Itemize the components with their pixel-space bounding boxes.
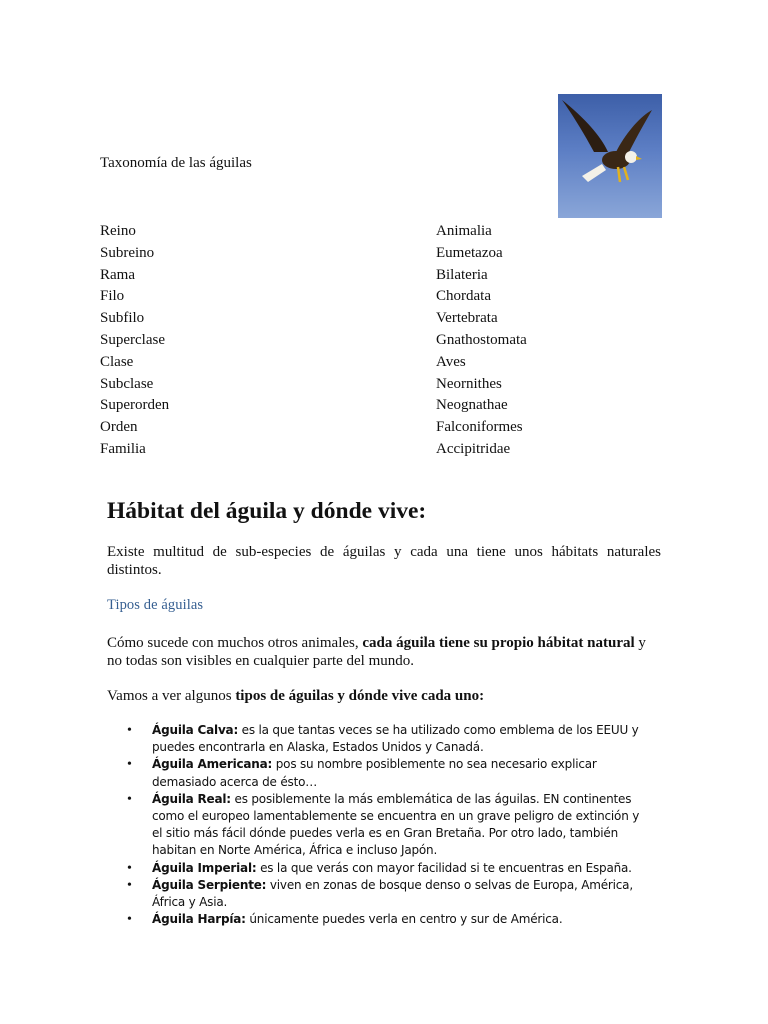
list-item	[107, 756, 652, 790]
bullet-icon: •	[127, 757, 132, 773]
type-text: es posiblemente la más emblemática de las águilas. EN continentes como el europeo lamentablemente se encuentra en un grave peligro de extinción y el sitio más fácil dónde puedes verla es en Gran Bretaña. Por otro lado, también habitan en Norte América, África e incluso Japón.	[152, 791, 640, 858]
taxonomy-value: Neornithes	[436, 375, 502, 392]
taxonomy-ranks	[100, 221, 169, 461]
como-text: y no todas son visibles en cualquier parte del mundo.	[107, 635, 646, 669]
vamos-paragraph	[107, 687, 661, 705]
taxonomy-rank: Filo	[100, 288, 125, 305]
type-text: es la que tantas veces se ha utilizado como emblema de los EEUU y puedes encontrarla en Alaska, Estados Unidos y Canadá.	[152, 723, 639, 755]
habitat-heading: Hábitat del águila y dónde vive:	[107, 498, 427, 524]
type-name: Águila Americana:	[152, 757, 273, 772]
list-item	[107, 791, 652, 860]
taxonomy-rank: Rama	[100, 266, 135, 283]
taxonomy-rank: Subclase	[100, 375, 154, 392]
bullet-icon: •	[127, 860, 132, 876]
type-text: es la que verás con mayor facilidad si te encuentras en España.	[256, 860, 632, 875]
type-name: Águila Real:	[152, 791, 231, 806]
list-item	[107, 877, 652, 911]
vamos-bold: tipos de águilas y dónde vive cada uno:	[235, 688, 485, 704]
type-name: Águila Serpiente:	[152, 877, 267, 892]
taxonomy-rank: Clase	[100, 353, 134, 370]
type-text: únicamente puedes verla en centro y sur de América.	[245, 912, 563, 927]
bullet-icon: •	[127, 912, 132, 928]
eagle-types-list	[107, 722, 652, 928]
vamos-text: Vamos a ver algunos	[107, 688, 236, 704]
taxonomy-value: Chordata	[436, 288, 491, 305]
taxonomy-value: Bilateria	[436, 266, 488, 283]
taxonomy-rank: Subfilo	[100, 310, 145, 327]
taxonomy-rank: Subreino	[100, 244, 155, 261]
como-bold: cada águila tiene su propio hábitat natural	[362, 635, 635, 651]
types-subheading: Tipos de águilas	[107, 597, 204, 613]
list-item	[107, 860, 652, 877]
taxonomy-value: Eumetazoa	[436, 244, 503, 261]
taxonomy-value: Gnathostomata	[436, 331, 527, 348]
eagle-photo	[558, 94, 662, 218]
type-name: Águila Calva:	[152, 723, 239, 737]
document-title: Taxonomía de las águilas	[100, 155, 252, 171]
taxonomy-rank: Familia	[100, 440, 146, 457]
intro-line: distintos.	[107, 562, 162, 578]
taxonomy-value: Animalia	[436, 223, 492, 239]
taxonomy-rank: Reino	[100, 223, 136, 239]
taxonomy-value: Vertebrata	[436, 310, 498, 327]
como-paragraph	[107, 634, 661, 670]
taxonomy-value: Falconiformes	[436, 419, 523, 436]
bullet-icon: •	[127, 877, 132, 893]
bullet-icon: •	[127, 791, 132, 807]
taxonomy-value: Accipitridae	[436, 440, 511, 457]
como-text: Cómo sucede con muchos otros animales,	[107, 635, 363, 651]
type-text: viven en zonas de bosque denso o selvas de Europa, América, África y Asia.	[152, 877, 633, 910]
taxonomy-rank: Orden	[100, 419, 138, 436]
taxonomy-value: Aves	[436, 353, 466, 370]
type-name: Águila Harpía:	[152, 912, 246, 927]
taxonomy-values	[436, 221, 527, 461]
list-item	[107, 722, 652, 756]
list-item	[107, 911, 652, 928]
type-text: pos su nombre posiblemente no sea necesario explicar demasiado acerca de ésto…	[152, 757, 597, 789]
eagle-illustration	[558, 94, 662, 218]
taxonomy-rank: Superclase	[100, 331, 165, 348]
intro-line: Existe multitud de sub-especies de águilas y cada una tiene unos hábitats naturales	[107, 544, 661, 560]
bullet-icon: •	[127, 723, 132, 738]
intro-paragraph	[107, 543, 661, 579]
type-name: Águila Imperial:	[152, 860, 257, 875]
taxonomy-rank: Superorden	[100, 397, 170, 414]
taxonomy-value: Neognathae	[436, 397, 508, 414]
